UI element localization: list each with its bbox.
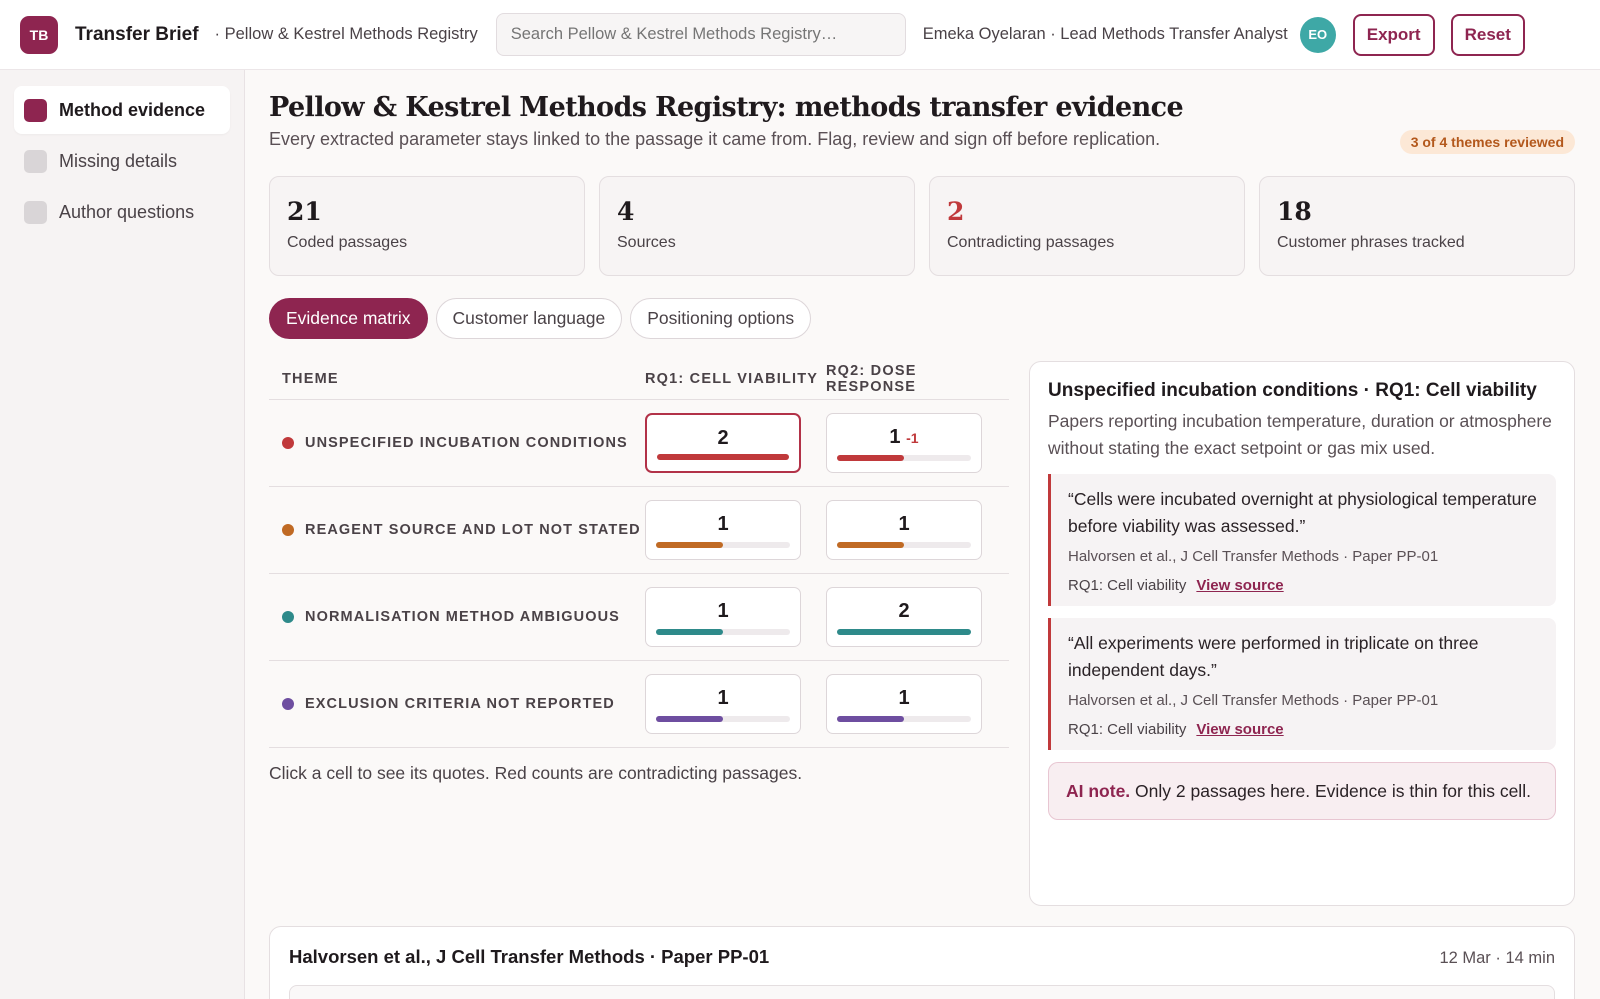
theme-cell xyxy=(269,435,645,451)
sidebar-item-label: Author questions xyxy=(59,201,195,222)
cell-count: 2 xyxy=(898,600,910,622)
quote-card xyxy=(1048,474,1556,606)
cell-detail-panel xyxy=(1029,361,1575,906)
sidebar-item-author-questions[interactable] xyxy=(14,188,230,236)
cell-count: 1 xyxy=(717,600,729,622)
theme-dot xyxy=(282,698,294,710)
cell-bar-fill xyxy=(656,629,723,635)
status-badge: 3 of 4 themes reviewed xyxy=(1400,130,1575,154)
app-title: Transfer Brief xyxy=(75,23,199,45)
stat-card-sources xyxy=(599,176,915,276)
theme-cell xyxy=(269,696,645,712)
main-content xyxy=(269,70,1575,967)
cell-count-line xyxy=(647,427,799,450)
matrix-cell-rq1[interactable] xyxy=(645,413,801,473)
cell-count-line xyxy=(646,513,800,536)
cell-count: 1 xyxy=(717,513,729,535)
cell-count-line xyxy=(827,687,981,710)
matrix-header-rq1: RQ1: CELL VIABILITY xyxy=(645,370,819,387)
cell-contra: -1 xyxy=(906,430,919,446)
cell-count: 1 xyxy=(898,513,910,535)
sidebar-item-label: Method evidence xyxy=(59,99,206,120)
table-row xyxy=(269,661,1009,748)
cell-count: 2 xyxy=(717,427,729,449)
cell-count: 1 xyxy=(898,687,910,709)
cell-bar-track xyxy=(657,454,789,460)
cell-count-line xyxy=(646,687,800,710)
cell-bar-track xyxy=(837,629,971,635)
breadcrumb[interactable]: · Pellow & Kestrel Methods Registry xyxy=(214,25,478,43)
search-input[interactable] xyxy=(496,13,906,56)
view-tabs xyxy=(269,298,1575,339)
cell-bar-track xyxy=(837,455,971,461)
page-title: Pellow & Kestrel Methods Registry: methods transfer evidence xyxy=(269,92,1184,123)
missing-details-icon xyxy=(24,150,47,173)
method-evidence-icon xyxy=(24,99,47,122)
source-card-title: Halvorsen et al., J Cell Transfer Methods · Paper PP-01 xyxy=(289,946,770,967)
stat-label: Contradicting passages xyxy=(947,234,1115,251)
theme-label: EXCLUSION CRITERIA NOT REPORTED xyxy=(305,696,615,712)
cell-bar-fill xyxy=(837,542,904,548)
stat-card-contradicting-passages xyxy=(929,176,1245,276)
cell-count-line xyxy=(827,600,981,623)
matrix-header-theme: THEME xyxy=(282,370,339,387)
cell-bar-track xyxy=(837,542,971,548)
source-card[interactable] xyxy=(269,926,1575,999)
stat-value: 18 xyxy=(1277,197,1312,226)
page-subtitle: Every extracted parameter stays linked to the passage it came from. Flag, review and sign off before replication. xyxy=(269,129,1161,149)
matrix-cell-rq2[interactable] xyxy=(826,587,982,647)
ai-note xyxy=(1048,762,1556,820)
quote-tag: RQ1: Cell viability xyxy=(1068,577,1187,594)
sidebar xyxy=(0,70,245,999)
quote-footer xyxy=(1068,577,1539,594)
theme-label: NORMALISATION METHOD AMBIGUOUS xyxy=(305,609,620,625)
source-card-body xyxy=(289,985,1555,999)
cell-bar-fill xyxy=(656,716,723,722)
avatar[interactable]: EO xyxy=(1300,17,1336,53)
theme-label: UNSPECIFIED INCUBATION CONDITIONS xyxy=(305,435,628,451)
cell-bar-track xyxy=(837,716,971,722)
stat-label: Sources xyxy=(617,234,676,251)
stat-value: 4 xyxy=(617,197,635,226)
detail-title: Unspecified incubation conditions · RQ1: Cell viability xyxy=(1048,380,1537,401)
matrix-cell-rq2[interactable] xyxy=(826,413,982,473)
evidence-matrix xyxy=(269,358,1009,784)
theme-cell xyxy=(269,522,645,538)
cell-bar-fill xyxy=(656,542,723,548)
quote-footer xyxy=(1068,721,1539,738)
cell-count-line xyxy=(827,513,981,536)
matrix-cell-rq1[interactable] xyxy=(645,674,801,734)
source-card-meta: 12 Mar · 14 min xyxy=(1439,949,1555,967)
quote-source: Halvorsen et al., J Cell Transfer Methods · Paper PP-01 xyxy=(1068,548,1439,565)
cell-count-line xyxy=(827,426,981,449)
detail-description: Papers reporting incubation temperature, duration or atmosphere without stating the exact setpoint or gas mix used. xyxy=(1048,411,1552,458)
export-button[interactable]: Export xyxy=(1353,14,1435,56)
cell-count: 1 xyxy=(717,687,729,709)
ai-note-text: Only 2 passages here. Evidence is thin for this cell. xyxy=(1135,781,1531,801)
quote-text: “All experiments were performed in triplicate on three independent days.” xyxy=(1068,633,1479,680)
tab-evidence-matrix[interactable]: Evidence matrix xyxy=(269,298,428,339)
theme-dot xyxy=(282,437,294,449)
stat-card-customer-phrases xyxy=(1259,176,1575,276)
stat-value: 2 xyxy=(947,197,965,226)
stat-card-coded-passages xyxy=(269,176,585,276)
quote-text: “Cells were incubated overnight at physiological temperature before viability was assessed.” xyxy=(1068,489,1537,536)
app-logo: TB xyxy=(20,16,58,54)
table-row xyxy=(269,400,1009,487)
cell-bar-fill xyxy=(837,455,904,461)
table-row xyxy=(269,574,1009,661)
quote-tag: RQ1: Cell viability xyxy=(1068,721,1187,738)
quote-source: Halvorsen et al., J Cell Transfer Methods · Paper PP-01 xyxy=(1068,692,1439,709)
stats-row xyxy=(269,176,1575,276)
view-source-link[interactable]: View source xyxy=(1196,721,1284,738)
matrix-header-rq2: RQ2: DOSE RESPONSE xyxy=(826,362,917,395)
sidebar-item-missing-details[interactable] xyxy=(14,137,230,185)
stat-label: Customer phrases tracked xyxy=(1277,234,1465,251)
matrix-cell-rq1[interactable] xyxy=(645,500,801,560)
sidebar-item-label: Missing details xyxy=(59,150,178,171)
author-questions-icon xyxy=(24,201,47,224)
theme-label: REAGENT SOURCE AND LOT NOT STATED xyxy=(305,522,641,538)
stat-value: 21 xyxy=(287,197,322,226)
view-source-link[interactable]: View source xyxy=(1196,577,1284,594)
reset-button[interactable]: Reset xyxy=(1451,14,1525,56)
theme-dot xyxy=(282,611,294,623)
cell-bar-fill xyxy=(657,454,789,460)
matrix-hint: Click a cell to see its quotes. Red counts are contradicting passages. xyxy=(269,763,803,783)
matrix-cell-rq2[interactable] xyxy=(826,674,982,734)
user-name: Emeka Oyelaran · Lead Methods Transfer Analyst xyxy=(922,25,1288,43)
tab-positioning-options[interactable]: Positioning options xyxy=(630,298,811,339)
tab-customer-language[interactable]: Customer language xyxy=(436,298,623,339)
matrix-cell-rq2[interactable] xyxy=(826,500,982,560)
cell-bar-track xyxy=(656,716,790,722)
sidebar-item-method-evidence[interactable] xyxy=(14,86,230,134)
cell-bar-track xyxy=(656,629,790,635)
matrix-header xyxy=(269,358,1009,400)
quote-card xyxy=(1048,618,1556,750)
cell-count: 1 xyxy=(889,426,901,448)
ai-note-label: AI note. xyxy=(1066,781,1131,801)
matrix-cell-rq1[interactable] xyxy=(645,587,801,647)
stat-label: Coded passages xyxy=(287,234,408,251)
cell-bar-fill xyxy=(837,629,971,635)
theme-dot xyxy=(282,524,294,536)
cell-bar-track xyxy=(656,542,790,548)
table-row xyxy=(269,487,1009,574)
top-bar xyxy=(0,0,1600,70)
cell-count-line xyxy=(646,600,800,623)
cell-bar-fill xyxy=(837,716,904,722)
theme-cell xyxy=(269,609,645,625)
